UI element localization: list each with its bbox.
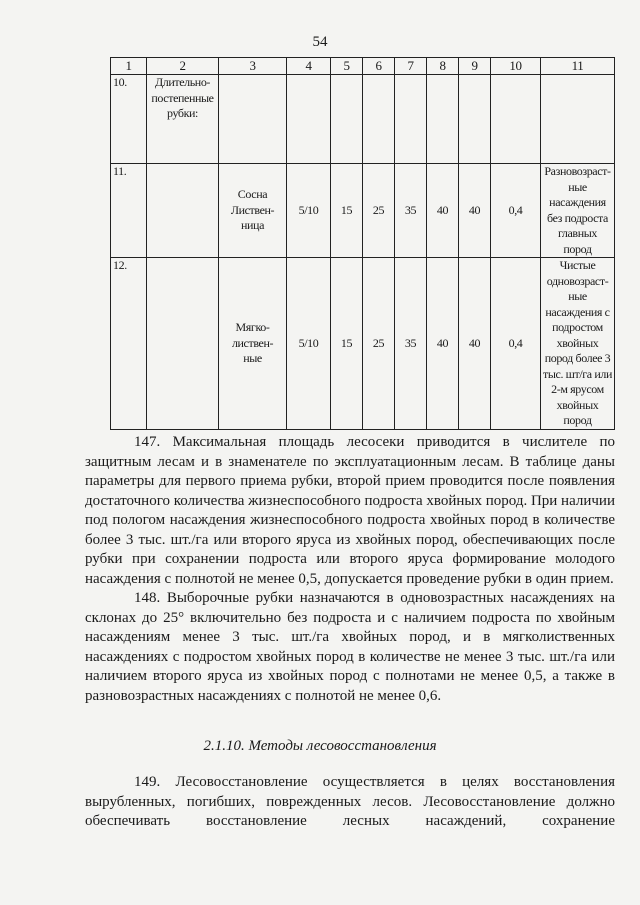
column-header: 10 bbox=[491, 58, 541, 75]
row-number: 12. bbox=[111, 258, 147, 430]
cell bbox=[459, 75, 491, 164]
column-header: 7 bbox=[395, 58, 427, 75]
species: Мягко- листвен- ные bbox=[219, 258, 287, 430]
column-header: 6 bbox=[363, 58, 395, 75]
max-area: 5/10 bbox=[287, 164, 331, 258]
cutting-type bbox=[147, 258, 219, 430]
cell: 0,4 bbox=[491, 164, 541, 258]
table-row bbox=[111, 164, 615, 258]
column-header: 4 bbox=[287, 58, 331, 75]
cell: 35 bbox=[395, 258, 427, 430]
cell: 40 bbox=[427, 164, 459, 258]
column-header: 9 bbox=[459, 58, 491, 75]
cell: 25 bbox=[363, 258, 395, 430]
remark bbox=[541, 75, 615, 164]
cell: 15 bbox=[331, 258, 363, 430]
column-header: 11 bbox=[541, 58, 615, 75]
cutting-type bbox=[147, 164, 219, 258]
paragraph-149: 149. Лесовосстановление осуществляется в целях восстановления вырубленных, погибших, поврежденных лесов. Лесовосстановление должно обеспечивать восстановление лесных насаждений, сохранение bbox=[85, 774, 615, 829]
row-number: 10. bbox=[111, 75, 147, 164]
species bbox=[219, 75, 287, 164]
cell bbox=[395, 75, 427, 164]
row-number: 11. bbox=[111, 164, 147, 258]
species: Сосна Листвен- ница bbox=[219, 164, 287, 258]
page-number: 54 bbox=[312, 34, 328, 50]
paragraph-147: 147. Максимальная площадь лесосеки приводится в числителе по защитным лесам и в знаменателе по эксплуатационным лесам. В таблице даны параметры для первого приема рубки, второй прием проводится после появления достаточного количества жизнеспособного подроста хвойных пород. При наличии под пологом насаждения жизнеспособного подроста хвойных пород в количестве более 3 тыс. шт./га или второго яруса из хвойных пород, обеспечивающих после рубки при сохранении подроста или второго яруса формирование молодого насаждения с полнотой не менее 0,5, допускается проведение рубки в один прием. bbox=[85, 434, 615, 587]
column-header: 8 bbox=[427, 58, 459, 75]
table-row bbox=[111, 258, 615, 430]
max-area: 5/10 bbox=[287, 258, 331, 430]
cell: 35 bbox=[395, 164, 427, 258]
remark: Разновозраст- ные насаждения без подроста главных пород bbox=[541, 164, 615, 258]
cell bbox=[491, 75, 541, 164]
column-header: 5 bbox=[331, 58, 363, 75]
cell: 40 bbox=[459, 258, 491, 430]
cell: 25 bbox=[363, 164, 395, 258]
column-header: 2 bbox=[147, 58, 219, 75]
cell: 15 bbox=[331, 164, 363, 258]
cutting-type: Длительно- постепенные рубки: bbox=[147, 75, 219, 164]
max-area bbox=[287, 75, 331, 164]
logging-parameters-table bbox=[110, 57, 615, 430]
table-row bbox=[111, 75, 615, 164]
cell: 40 bbox=[427, 258, 459, 430]
cell: 40 bbox=[459, 164, 491, 258]
cell bbox=[363, 75, 395, 164]
paragraph-148: 148. Выборочные рубки назначаются в одновозрастных насаждениях на склонах до 25° включительно без подроста и с наличием подроста по хвойным насаждениям менее 3 тыс. шт./га хвойных пород, и в мягколиственных насаждениях с подростом хвойных пород в количестве не менее 3 тыс. шт./га или наличием второго яруса из хвойных пород с полнотами не менее 0,5, а также в разновозрастных насаждениях с полнотой не менее 0,6. bbox=[85, 590, 615, 704]
column-header: 1 bbox=[111, 58, 147, 75]
column-header: 3 bbox=[219, 58, 287, 75]
cell bbox=[427, 75, 459, 164]
body-text bbox=[85, 433, 615, 706]
cell bbox=[331, 75, 363, 164]
body-text-continued bbox=[85, 773, 615, 832]
table-header-row bbox=[111, 58, 615, 75]
cell: 0,4 bbox=[491, 258, 541, 430]
section-title: 2.1.10. Методы лесовосстановления bbox=[203, 738, 437, 754]
remark: Чистые одновозраст- ные насаждения с подростом хвойных пород более 3 тыс. шт/га или 2-м ярусом хвойных пород bbox=[541, 258, 615, 430]
